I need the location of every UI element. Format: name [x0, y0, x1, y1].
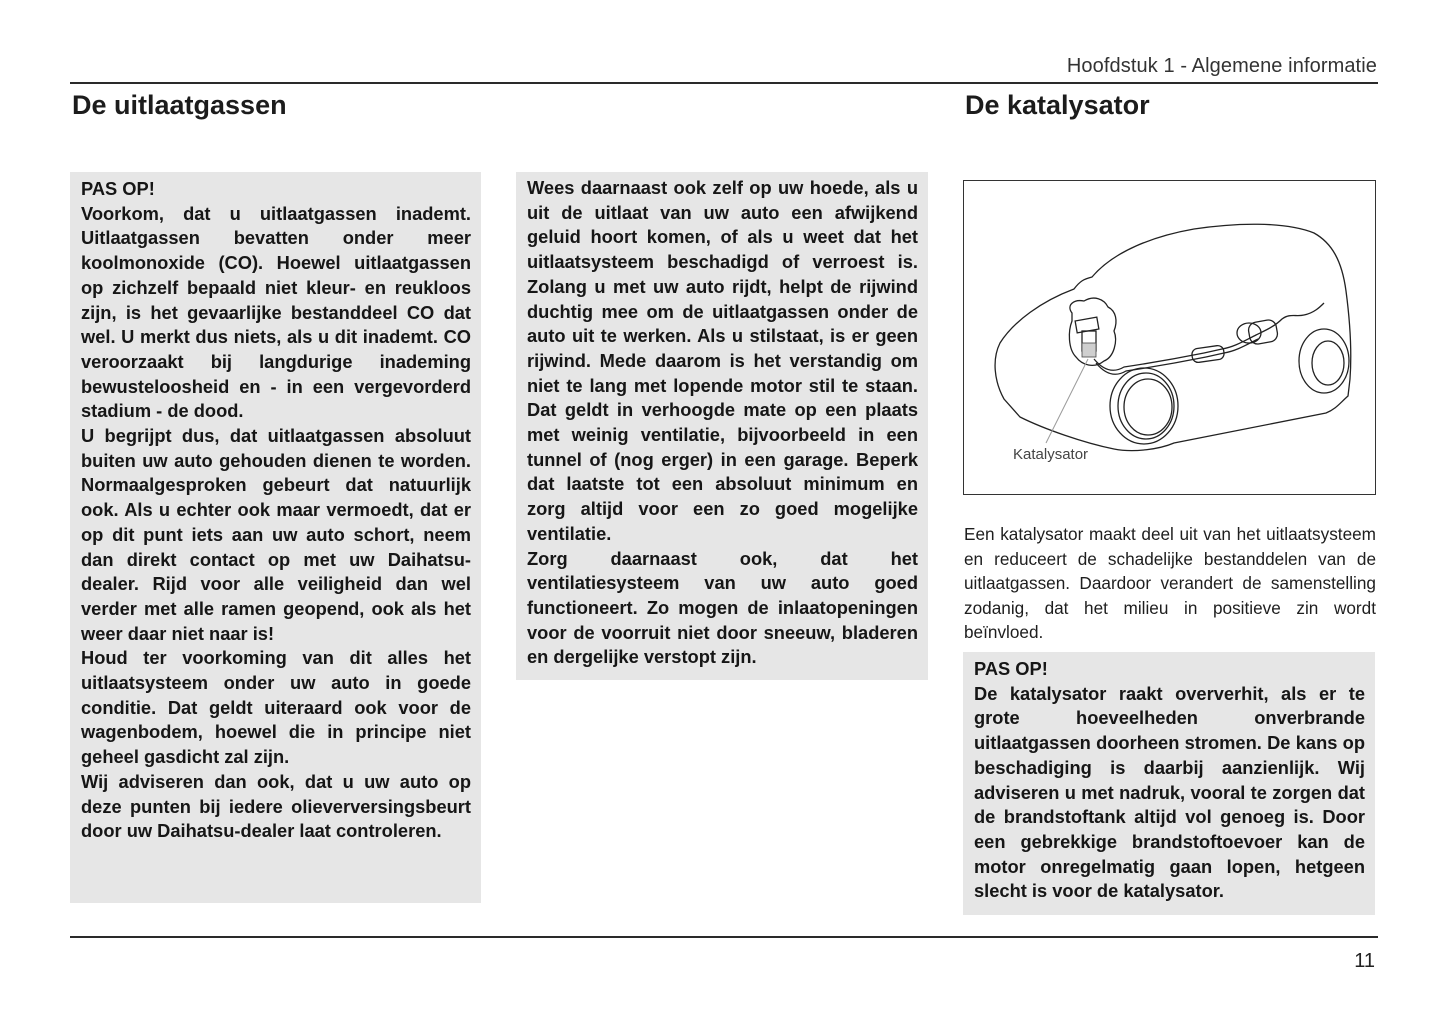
warning-paragraph: De katalysator raakt oververhit, als er te grote hoeveelheden onverbrande uitlaatgassen doorheen stromen. De kans op beschadiging is daarbij aanzienlijk. Wij adviseren u met nadruk, vooral te zorgen dat de brandstoftank altijd vol genoeg is. Door een gebrekkige brandstoftoevoer kan de motor onregelmatig gaan lopen, hetgeen slecht is voor de katalysator.: [974, 682, 1365, 902]
warning-heading: PAS OP!: [974, 658, 1048, 679]
warning-paragraph: Zorg daarnaast ook, dat het ventilatiesysteem van uw auto goed functioneert. Zo mogen de inlaatopeningen voor de voorruit niet door sneeuw, bladeren en dergelijke verstopt zijn.: [527, 547, 918, 668]
header-rule: [70, 82, 1378, 84]
figure-label: Katalysator: [1013, 446, 1089, 463]
warning-box-catalytic-converter: [963, 652, 1375, 915]
warning-paragraph: U begrijpt dus, dat uitlaatgassen absoluut buiten uw auto gehouden dienen te worden. Normaalgesproken gebeurt dat natuurlijk ook. Als u echter ook maar vermoedt, dat er op dit punt iets aan uw auto schort, neem dan direkt contact op met uw Daihatsu-dealer. Rijd voor alle veiligheid dan wel verder met alle ramen geopend, ook als het weer daar niet naar is!: [81, 425, 471, 644]
section-title-exhaust-gases: De uitlaatgassen: [72, 90, 287, 120]
warning-paragraph: Wij adviseren dan ook, dat u uw auto op deze punten bij iedere olieverversingsbeurt door uw Daihatsu-dealer laat controleren.: [81, 770, 471, 842]
warning-paragraph: Voorkom, dat u uitlaatgassen inademt. Uitlaatgassen bevatten onder meer koolmonoxide (CO). Hoewel uitlaatgassen op zichzelf bepaald niet kleur- en reukloos zijn, is het gevaarlijke bestanddeel CO dat wel. U merkt dus niets, als u dit inademt. CO veroorzaakt bij langdurige inademing bewusteloosheid en - in een vergevorderd stadium - de dood.: [81, 202, 471, 422]
catalytic-converter-figure: [963, 180, 1376, 495]
warning-heading: PAS OP!: [81, 178, 155, 199]
chapter-header: Hoofdstuk 1 - Algemene informatie: [1066, 55, 1377, 77]
warning-box-exhaust-continued: [516, 172, 928, 680]
warning-box-exhaust: [70, 172, 481, 903]
warning-paragraph: Houd ter voorkoming van dit alles het uitlaatsysteem onder uw auto in goede conditie. Dat geldt uiteraard ook voor de wagenbodem, hoewel die in principe niet geheel gasdicht zal zijn.: [81, 647, 471, 768]
intro-paragraph: Een katalysator maakt deel uit van het uitlaatsysteem en reduceert de schadelijke bestanddelen van de uitlaatgassen. Daardoor verandert de samenstelling zodanig, dat het milieu in positieve zin wordt beïnvloed.: [964, 524, 1376, 643]
warning-paragraph: Wees daarnaast ook zelf op uw hoede, als u uit de uitlaat van uw auto een afwijkend geluid hoort komen, of als u weet dat het uitlaatsysteem beschadigd of verroest is. Zolang u met uw auto rijdt, helpt de rijwind duchtig mee om de uitlaatgassen onder de auto uit te werken. Als u stilstaat, is er geen rijwind. Mede daarom is het verstandig om niet te lang met lopende motor stil te staan. Dat geldt in verhoogde mate op een plaats met weinig ventilatie, bijvoorbeeld in een tunnel of (nog erger) in een garage. Beperk dat laatste tot een absoluut minimum en zorg altijd voor een zo goed mogelijke ventilatie.: [527, 177, 918, 544]
page-number: 11: [1354, 950, 1375, 972]
section-title-catalytic-converter: De katalysator: [965, 90, 1150, 120]
footer-rule: [70, 936, 1378, 938]
